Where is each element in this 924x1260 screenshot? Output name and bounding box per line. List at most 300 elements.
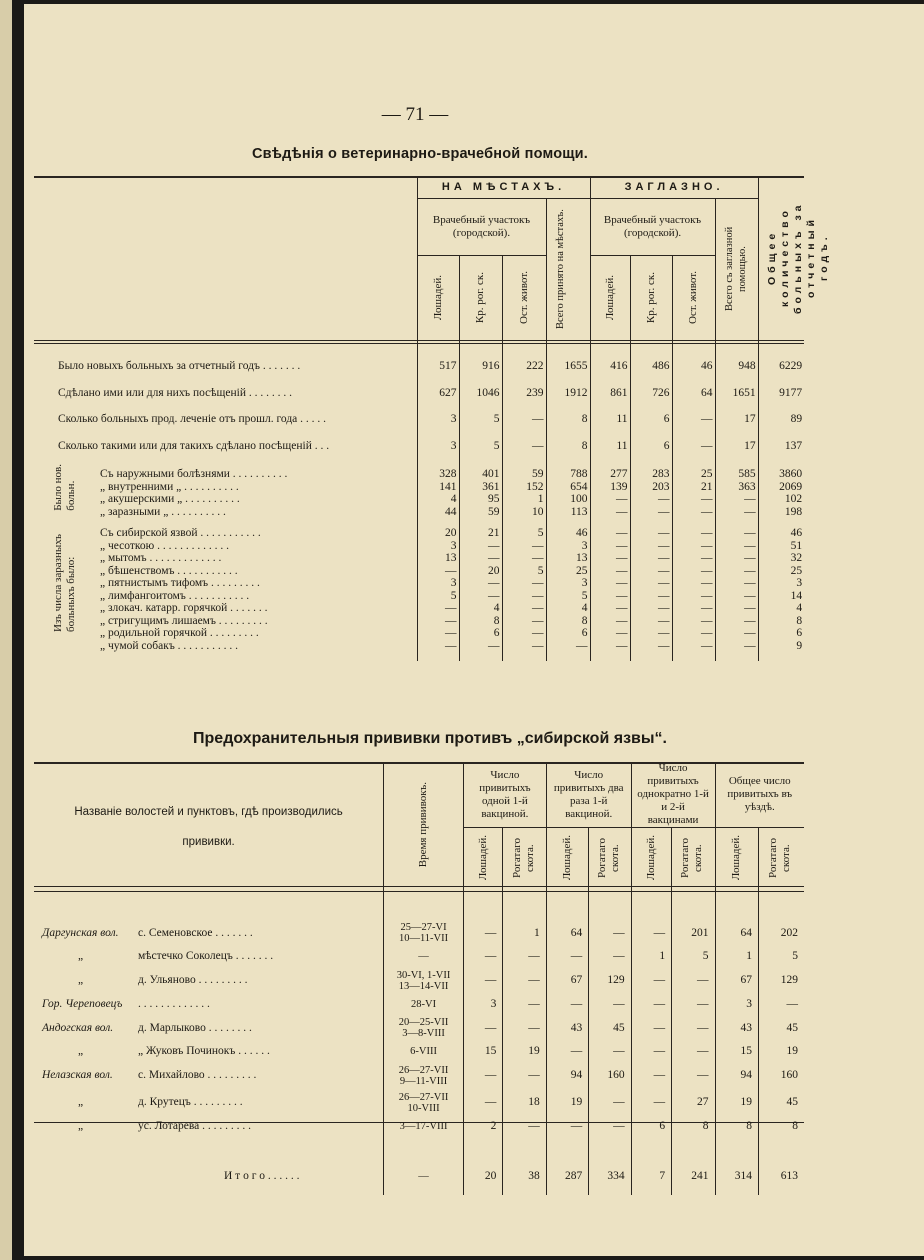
cell-value: 726	[630, 380, 672, 407]
cell-value: 15	[463, 1042, 502, 1063]
cell-value: —	[630, 640, 672, 653]
group-header-1: Число привитыхъ одной 1-й вакциной.	[463, 762, 546, 828]
cell-value: —	[630, 627, 672, 640]
table-row	[34, 506, 804, 519]
cell-value: 19	[715, 1089, 758, 1116]
spacer-cell	[672, 344, 715, 354]
row-label: Съ наружными болѣзнями . . . . . . . . . .	[100, 468, 288, 480]
spacer-row	[34, 1137, 804, 1158]
spacer-row	[34, 459, 804, 468]
cell-value: —	[417, 640, 459, 653]
spacer-cell	[34, 344, 417, 354]
row-label: „ пятнистымъ тифомъ . . . . . . . . .	[100, 577, 260, 589]
cell-value: —	[502, 433, 546, 460]
group2-label-line2: больныхъ было:	[65, 556, 77, 632]
cell-value: —	[715, 602, 758, 615]
cell-value: 8	[459, 615, 502, 628]
total-value: 287	[546, 1157, 588, 1195]
cell-value: —	[590, 540, 630, 553]
cell-value: 5	[502, 565, 546, 578]
cell-value: —	[631, 1062, 671, 1089]
cell-value: —	[502, 615, 546, 628]
cell-value: —	[417, 627, 459, 640]
spacer-cell	[463, 892, 502, 920]
row-label	[34, 1062, 384, 1089]
cell-value: 239	[502, 380, 546, 407]
cell-value: —	[590, 590, 630, 603]
cell-value: 20	[459, 565, 502, 578]
cell-value: 6	[631, 1116, 671, 1137]
cell-value: 3	[417, 406, 459, 433]
time-line: 9—11-VIII	[399, 1075, 448, 1087]
time-line: 20—25-VII	[398, 1017, 449, 1028]
cell-value: 3	[546, 577, 590, 590]
cell-value: —	[502, 627, 546, 640]
spacer-cell	[631, 1137, 671, 1158]
col-header-loshadei-2	[590, 256, 630, 344]
row-label: „ чумой собакъ . . . . . . . . . . .	[100, 639, 239, 652]
cell-value: 25	[758, 565, 804, 578]
cell-value: —	[546, 947, 588, 968]
spacer-cell	[34, 1137, 384, 1158]
page-number: — 71 —	[381, 104, 449, 125]
cell-value: —	[503, 967, 546, 994]
cell-value: 1	[503, 920, 546, 947]
cell-value: —	[590, 552, 630, 565]
row-label: „ лимфангоитомъ . . . . . . . . . . .	[100, 589, 250, 602]
cell-value: 89	[758, 406, 804, 433]
cell-value: 10	[502, 506, 546, 519]
time-line: 26—27-VII	[398, 1091, 449, 1103]
cell-value: —	[590, 602, 630, 615]
cell-value: —	[715, 640, 758, 653]
spacer-cell	[459, 518, 502, 527]
cell-value: —	[631, 967, 671, 994]
cell-value: —	[672, 552, 715, 565]
cell-value: —	[590, 506, 630, 519]
cell-value: 64	[715, 920, 758, 947]
sub-header-text: Лошадей.	[476, 834, 489, 881]
cell-value: 152	[502, 481, 546, 494]
volost-name: „	[78, 1119, 84, 1132]
cell-value: 8	[546, 406, 590, 433]
cell-value: —	[502, 590, 546, 603]
spacer-cell	[630, 652, 672, 661]
cell-value: —	[672, 506, 715, 519]
table-row	[34, 947, 804, 968]
cell-value: 3	[417, 433, 459, 460]
volost-name: Андогская вол.	[42, 1021, 114, 1034]
cell-value: —	[503, 1015, 546, 1042]
time-line: 30-VI, 1-VII	[396, 969, 451, 981]
cell-value: —	[630, 602, 672, 615]
cell-value: —	[590, 577, 630, 590]
cell-value: 627	[417, 380, 459, 407]
cell-value: —	[589, 947, 631, 968]
table-row	[34, 627, 804, 640]
subgroup-header-1: Врачебный участокъ (городской).	[417, 199, 546, 256]
cell-value: 51	[758, 540, 804, 553]
spacer-cell	[459, 459, 502, 468]
row-label: Сдѣлано ими или для нихъ посѣщеній . . . . . . . .	[58, 386, 292, 399]
spacer-cell	[546, 518, 590, 527]
spacer-cell	[758, 892, 804, 920]
cell-value: 861	[590, 380, 630, 407]
total-value: 7	[631, 1157, 671, 1195]
place-name: д. Марлыково . . . . . . . .	[138, 1021, 252, 1034]
row-label: „ злокач. катарр. горячкой . . . . . . .	[100, 602, 268, 614]
cell-value: —	[630, 615, 672, 628]
cell-value: —	[715, 552, 758, 565]
cell-value: 32	[758, 552, 804, 565]
sub-header-rog-skota	[589, 828, 631, 892]
group-header-4: Общее число привитыхъ въ уѣздѣ.	[715, 762, 804, 828]
spacer-cell	[34, 518, 417, 527]
volost-name: Даргунская вол.	[42, 926, 119, 939]
sub-header-text: Рогатаго скота.	[679, 837, 705, 878]
cell-value: 198	[758, 506, 804, 519]
row-label	[34, 1042, 384, 1063]
cell-value: —	[503, 1116, 546, 1137]
place-name: . . . . . . . . . . . . .	[138, 997, 210, 1010]
cell-value: 361	[459, 481, 502, 494]
cell-value: —	[546, 994, 588, 1015]
cell-value: 8	[672, 1116, 715, 1137]
spacer-cell	[417, 652, 459, 661]
col-header-ost-1	[502, 256, 546, 344]
time-line: 10-VIII	[407, 1102, 440, 1114]
cell-value: —	[672, 615, 715, 628]
cell-value: —	[630, 577, 672, 590]
col-header-text: Ост. живот.	[687, 271, 700, 324]
cell-value: 43	[546, 1015, 588, 1042]
cell-value: 27	[672, 1089, 715, 1116]
cell-value: —	[672, 994, 715, 1015]
cell-value: —	[715, 590, 758, 603]
label-header-blank	[34, 176, 417, 344]
cell-value: —	[715, 540, 758, 553]
spacer-cell	[715, 459, 758, 468]
cell-value: —	[672, 1015, 715, 1042]
cell-value: —	[630, 506, 672, 519]
spacer-cell	[715, 652, 758, 661]
cell-value: —	[459, 540, 502, 553]
cell-value: 21	[459, 527, 502, 540]
table-row	[34, 468, 804, 481]
row-label	[34, 994, 384, 1015]
cell-value: —	[672, 1062, 715, 1089]
cell-value: 141	[417, 481, 459, 494]
cell-value: 277	[590, 468, 630, 481]
total-label: И т о г о . . . . . .	[224, 1169, 300, 1182]
cell-value: —	[672, 967, 715, 994]
name-header-line1: Названіе волостей и пунктовъ, гдѣ производились	[74, 805, 343, 818]
total-value: 241	[672, 1157, 715, 1195]
row-label: „ родильной горячкой . . . . . . . . .	[100, 627, 259, 639]
cell-value: —	[417, 565, 459, 578]
cell-value: —	[672, 602, 715, 615]
cell-value: 363	[715, 481, 758, 494]
cell-value: —	[502, 640, 546, 653]
spacer-cell	[758, 652, 804, 661]
spacer-cell	[715, 518, 758, 527]
spacer-cell	[384, 892, 464, 920]
total-time: —	[384, 1157, 464, 1195]
cell-value: 5	[502, 527, 546, 540]
cell-value: —	[758, 994, 804, 1015]
col-header-text: Общее количество больныхъ за отчетный годъ.	[766, 201, 831, 314]
cell-value: —	[630, 493, 672, 506]
cell-value: 46	[758, 527, 804, 540]
table-row	[34, 565, 804, 578]
group1-side-label	[52, 464, 84, 522]
cell-value: —	[502, 540, 546, 553]
cell-value: 6229	[758, 353, 804, 380]
cell-value: 2	[463, 1116, 502, 1137]
cell-value: 1	[715, 947, 758, 968]
spacer-cell	[590, 459, 630, 468]
cell-value: —	[672, 433, 715, 460]
cell-value: —	[590, 640, 630, 653]
spacer-cell	[672, 459, 715, 468]
cell-value: 788	[546, 468, 590, 481]
volost-name: „	[78, 950, 84, 963]
spacer-cell	[758, 344, 804, 354]
spacer-cell	[34, 652, 417, 661]
spacer-cell	[715, 1137, 758, 1158]
cell-value: 203	[630, 481, 672, 494]
cell-value: —	[503, 1062, 546, 1089]
spacer-cell	[459, 652, 502, 661]
cell-value: 8	[546, 615, 590, 628]
cell-value: —	[672, 540, 715, 553]
cell-value: —	[503, 947, 546, 968]
place-name: с. Семеновское . . . . . . .	[138, 926, 253, 939]
name-header-line2: прививки.	[182, 835, 235, 848]
cell-value: 13	[546, 552, 590, 565]
table-row	[34, 380, 804, 407]
cell-value: 102	[758, 493, 804, 506]
cell-value: 416	[590, 353, 630, 380]
time-header-text: Время прививокъ.	[417, 781, 430, 868]
row-label: „ бѣшенствомъ . . . . . . . . . . .	[100, 564, 238, 577]
table2-title: Предохранительныя прививки противъ „сибирской язвы“.	[193, 730, 667, 747]
row-label: „ чесоткою . . . . . . . . . . . . .	[100, 539, 229, 552]
cell-value: 67	[546, 967, 588, 994]
col-header-vsego-zaglazno	[715, 199, 758, 344]
time-header	[384, 762, 464, 892]
cell-value: 45	[589, 1015, 631, 1042]
sub-header-rog-skota	[672, 828, 715, 892]
cell-value: 654	[546, 481, 590, 494]
cell-value: 1655	[546, 353, 590, 380]
cell-value: —	[715, 627, 758, 640]
spacer-cell	[502, 344, 546, 354]
cell-value: 3	[417, 540, 459, 553]
cell-value: 3	[463, 994, 502, 1015]
time-line: 3—8-VIII	[402, 1028, 445, 1039]
cell-value: —	[463, 1089, 502, 1116]
cell-value: 8	[758, 615, 804, 628]
cell-value: —	[590, 627, 630, 640]
cell-value: 5	[546, 590, 590, 603]
spacer-cell	[758, 1137, 804, 1158]
group2-label-line1: Изъ числа заразныхъ	[52, 534, 64, 632]
spacer-cell	[463, 1137, 502, 1158]
spacer-cell	[672, 652, 715, 661]
table-row	[34, 552, 804, 565]
cell-value: —	[715, 615, 758, 628]
volost-name: Нелазская вол.	[42, 1069, 113, 1081]
cell-value: 17	[715, 433, 758, 460]
row-label: „ внутренними „ . . . . . . . . . .	[100, 480, 239, 493]
cell-value: —	[589, 994, 631, 1015]
table-row	[34, 433, 804, 460]
spacer-cell	[417, 459, 459, 468]
cell-value: 4	[758, 602, 804, 615]
table-row	[34, 1062, 804, 1089]
spacer-cell	[758, 459, 804, 468]
cell-value: —	[630, 590, 672, 603]
row-label	[34, 947, 384, 968]
cell-value: 160	[589, 1062, 631, 1089]
cell-value: —	[590, 615, 630, 628]
cell-value: —	[417, 615, 459, 628]
spacer-cell	[34, 459, 417, 468]
group1-label-line1: Было нов.	[52, 464, 64, 511]
table-row	[34, 994, 804, 1015]
group1-label-line2: больн.	[65, 480, 77, 511]
cell-value: 4	[459, 602, 502, 615]
place-name: „ Жуковъ Починокъ . . . . . .	[138, 1045, 270, 1058]
spacer-cell	[502, 652, 546, 661]
cell-value: —	[715, 577, 758, 590]
spacer-cell	[715, 892, 758, 920]
table-row	[34, 640, 804, 653]
sub-header-text: Лошадей.	[561, 834, 574, 881]
sub-header-loshadei	[631, 828, 671, 892]
vaccination-table-body	[34, 892, 804, 1196]
spacer-cell	[546, 1137, 588, 1158]
time-line: 10—11-VII	[398, 933, 449, 944]
cell-value: 64	[546, 920, 588, 947]
cell-value: —	[715, 565, 758, 578]
sub-header-loshadei	[546, 828, 588, 892]
row-label	[34, 920, 384, 947]
row-label: „ акушерскими „ . . . . . . . . . .	[100, 493, 240, 505]
cell-value: 95	[459, 493, 502, 506]
table-row	[34, 406, 804, 433]
table-row	[34, 1015, 804, 1042]
cell-value: 13	[417, 552, 459, 565]
cell-value: 5	[417, 590, 459, 603]
cell-value: 46	[672, 353, 715, 380]
veterinary-table	[34, 176, 831, 661]
cell-value: —	[715, 527, 758, 540]
sub-header-rog-skota	[503, 828, 546, 892]
cell-value: 129	[758, 967, 804, 994]
spacer-cell	[672, 1137, 715, 1158]
place-name: д. Ульяново . . . . . . . . .	[138, 974, 248, 986]
col-header-total-year	[758, 176, 831, 344]
cell-value: —	[546, 1116, 588, 1137]
spacer-cell	[546, 344, 590, 354]
cell-value: 1	[631, 947, 671, 968]
time-cell	[384, 1089, 464, 1116]
time-cell	[384, 1116, 464, 1137]
table-row	[34, 1042, 804, 1063]
cell-value: 3	[417, 577, 459, 590]
spacer-cell	[590, 518, 630, 527]
cell-value: —	[715, 506, 758, 519]
volost-name: „	[78, 974, 84, 986]
row-label: Сколько больныхъ прод. леченіе отъ прошл. года . . . . .	[58, 413, 327, 425]
cell-value: —	[546, 640, 590, 653]
table1-title: Свѣдѣнія о ветеринарно-врачебной помощи.	[251, 146, 589, 162]
spacer-cell	[715, 344, 758, 354]
cell-value: —	[502, 577, 546, 590]
cell-value: 45	[758, 1015, 804, 1042]
cell-value: —	[590, 565, 630, 578]
col-header-vsego-na-mestakh	[546, 199, 590, 344]
cell-value: 1651	[715, 380, 758, 407]
cell-value: —	[459, 552, 502, 565]
group2-side-label-text	[52, 534, 78, 632]
cell-value: —	[589, 1089, 631, 1116]
cell-value: 160	[758, 1062, 804, 1089]
col-header-text: Всего съ заглазной помощью.	[723, 226, 748, 312]
spacer-cell	[589, 1137, 631, 1158]
cell-value: —	[631, 994, 671, 1015]
cell-value: 21	[672, 481, 715, 494]
volost-name: „	[78, 1045, 84, 1058]
cell-value: —	[631, 1042, 671, 1063]
volost-name: „	[78, 1096, 84, 1108]
subgroup-header-2: Врачебный участокъ (городской).	[590, 199, 715, 256]
cell-value: 3	[758, 577, 804, 590]
row-label	[34, 1015, 384, 1042]
row-label: Съ сибирской язвой . . . . . . . . . . .	[100, 527, 261, 539]
cell-value: 585	[715, 468, 758, 481]
cell-value: 19	[758, 1042, 804, 1063]
cell-value: 8	[546, 433, 590, 460]
cell-value: —	[502, 552, 546, 565]
total-value: 314	[715, 1157, 758, 1195]
sub-header-text: Рогатаго скота.	[510, 837, 536, 878]
time-cell	[384, 947, 464, 968]
cell-value: —	[715, 493, 758, 506]
time-cell	[384, 1042, 464, 1063]
total-value: 334	[589, 1157, 631, 1195]
cell-value: 45	[758, 1089, 804, 1116]
cell-value: 100	[546, 493, 590, 506]
spacer-cell	[590, 344, 630, 354]
spacer-cell	[672, 892, 715, 920]
table-row	[34, 967, 804, 994]
vaccination-table	[34, 762, 804, 1195]
cell-value: 6	[459, 627, 502, 640]
group2-side-label	[52, 534, 84, 674]
time-line: 6-VIII	[410, 1046, 437, 1058]
table-row	[34, 1089, 804, 1116]
sub-header-text: Лошадей.	[644, 834, 657, 881]
total-value: 20	[463, 1157, 502, 1195]
cell-value: 44	[417, 506, 459, 519]
cell-value: 202	[758, 920, 804, 947]
cell-value: —	[463, 947, 502, 968]
cell-value: 948	[715, 353, 758, 380]
cell-value: 517	[417, 353, 459, 380]
